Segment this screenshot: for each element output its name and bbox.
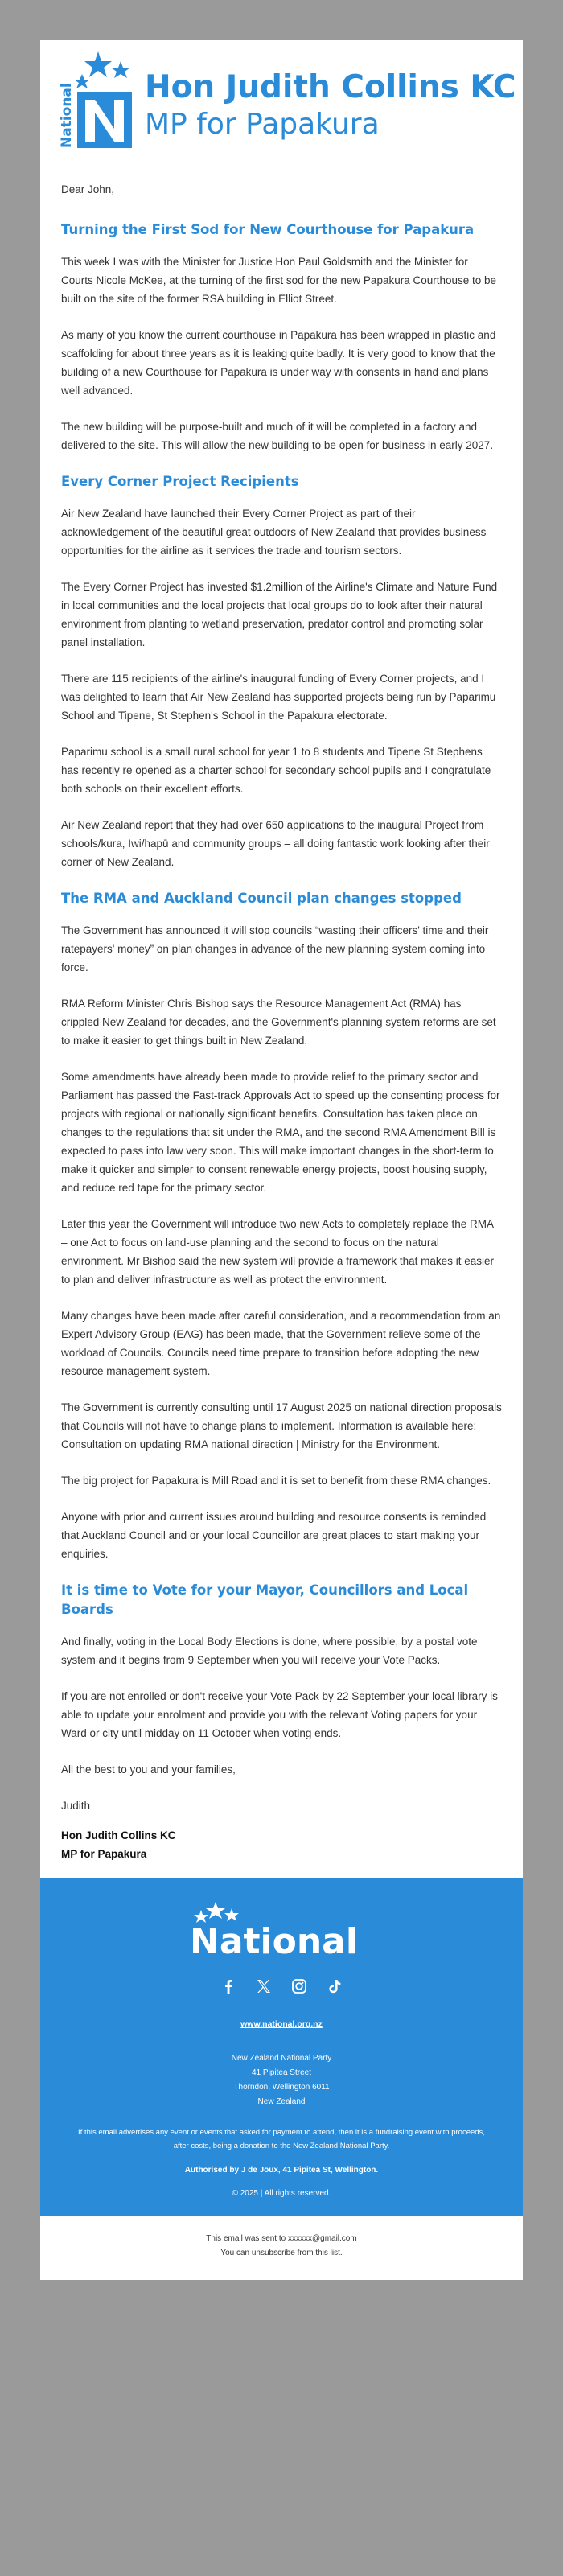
x-icon[interactable] — [255, 1977, 273, 1995]
paragraph: The Every Corner Project has invested $1.2million of the Airline's Climate and Nature Fund in local communities and the local projects that local groups do to look after their natural environment from planting to wetland preservation, predator control and promoting solar panel installation. — [61, 581, 498, 648]
paragraph: Later this year the Government will introduce two new Acts to completely replace the RMA – one Act to focus on land-use planning and the second to focus on the natural environment. Mr Bishop said the new system will provide a framework that makes it easier to plan and deliver infrastructure as well as protect the environment. — [61, 1218, 494, 1286]
unsubscribe-link[interactable]: You can unsubscribe from this list. — [220, 2249, 343, 2257]
subscription-info — [40, 2216, 523, 2280]
signature-role: MP for Papakura — [61, 1848, 147, 1860]
address-line: 41 Pipitea Street — [252, 2068, 311, 2077]
header-subtitle: MP for Papakura — [145, 108, 380, 141]
email-header — [40, 40, 523, 159]
email-container — [40, 40, 523, 2280]
paragraph: The Government has announced it will stop councils “wasting their officers' time and their ratepayers' money” on plan changes in advance of the new planning system coming into force. — [61, 924, 489, 973]
svg-text:National: National — [59, 83, 75, 148]
header-title: Hon Judith Collins KC — [145, 69, 516, 105]
address-line: Thorndon, Wellington 6011 — [233, 2083, 330, 2092]
email-body — [40, 159, 523, 1863]
tiktok-icon[interactable] — [326, 1977, 343, 1995]
paragraph: The new building will be purpose-built and much of it will be completed in a factory and delivered to the site. This will allow the new building to be open for business in early 2027. — [61, 421, 494, 451]
paragraph: The big project for Papakura is Mill Road and it is set to benefit from these RMA changes. — [61, 1475, 491, 1487]
national-party-logo — [50, 50, 135, 153]
greeting: Dear John, — [61, 183, 115, 195]
paragraph: Air New Zealand report that they had over 650 applications to the inaugural Project from schools/kura, Iwi/hapū and community groups – all doing fantastic work looking after their corner of New Zealand. — [61, 819, 490, 868]
facebook-icon[interactable] — [220, 1977, 237, 1995]
section-heading-rma: The RMA and Auckland Council plan changes stopped — [61, 891, 462, 906]
sent-to-notice: This email was sent to xxxxxx@gmail.com — [206, 2234, 357, 2243]
paragraph: Anyone with prior and current issues around building and resource consents is reminded that Auckland Council and or your local Councillor are great places to start making your enquiries. — [61, 1511, 487, 1560]
website-link[interactable]: www.national.org.nz — [240, 2019, 323, 2029]
paragraph: RMA Reform Minister Chris Bishop says the Resource Management Act (RMA) has crippled New Zealand for decades, and the Government's planning system reforms are set to make it easier to get things built in New Zealand. — [61, 998, 496, 1047]
paragraph: The Government is currently consulting until 17 August 2025 on national direction proposals that Councils will not have to change plans to implement. Information is available here: Consultation on updating RMA national direction | Ministry for the Environment. — [61, 1401, 502, 1451]
paragraph: Some amendments have already been made to provide relief to the primary sector and Parliament has passed the Fast-track Approvals Act to speed up the consenting process for projects with regional or nationally significant benefits. Consultation has taken place on changes to the regulations that sit under the RMA, and the second RMA Amendment Bill is expected to pass into law very soon. This will make important changes in the short-term to make it quicker and simpler to consent renewable energy projects, boost housing supply, and reduce red tape for the primary sector. — [61, 1071, 500, 1194]
social-links — [72, 1977, 491, 1995]
paragraph: As many of you know the current courthouse in Papakura has been wrapped in plastic and scaffolding for about three years as it is leaking quite badly. It is very good to know that the building of a new Courthouse for Papakura is under way with consents in hand and plans well advanced. — [61, 329, 496, 397]
email-footer — [40, 1878, 523, 2216]
paragraph: Air New Zealand have launched their Every Corner Project as part of their acknowledgement of the beautiful great outdoors of New Zealand that provides business opportunities for the airline as it services the trade and tourism sectors. — [61, 508, 487, 557]
address-line: New Zealand National Party — [231, 2054, 332, 2063]
paragraph: And finally, voting in the Local Body Elections is done, where possible, by a postal vote system and it begins from 9 September when you will receive your Vote Packs. — [61, 1636, 478, 1666]
signature-name: Hon Judith Collins KC — [61, 1829, 176, 1841]
signoff: Judith — [61, 1800, 91, 1812]
section-heading-every-corner: Every Corner Project Recipients — [61, 474, 299, 489]
national-footer-logo — [185, 1900, 378, 1957]
section-heading-courthouse: Turning the First Sod for New Courthouse for Papakura — [61, 222, 475, 237]
copyright: © 2025 | All rights reserved. — [232, 2189, 331, 2198]
party-address — [72, 2051, 491, 2109]
signature — [61, 1826, 502, 1863]
paragraph: Many changes have been made after careful consideration, and a recommendation from an Expert Advisory Group (EAG) has been made, that the Government relieve some of the workload of Councils. Councils need time prepare to transition before adopting the new resource management system. — [61, 1310, 501, 1377]
instagram-icon[interactable] — [290, 1977, 308, 1995]
section-heading-vote: It is time to Vote for your Mayor, Councillors and Local Boards — [61, 1582, 469, 1617]
address-line: New Zealand — [257, 2097, 306, 2106]
paragraph: Paparimu school is a small rural school for year 1 to 8 students and Tipene St Stephens has recently re opened as a charter school for secondary school pupils and I congratulate both schools on their excellent efforts. — [61, 746, 491, 795]
paragraph: This week I was with the Minister for Justice Hon Paul Goldsmith and the Minister for Courts Nicole McKee, at the turning of the first sod for the new Papakura Courthouse to be built on the site of the former RSA building in Elliot Street. — [61, 256, 497, 305]
paragraph: There are 115 recipients of the airline's inaugural funding of Every Corner projects, and I was delighted to learn that Air New Zealand has supported projects being run by Paparimu School and Tipene, St Stephen's School in the Papakura electorate. — [61, 673, 496, 722]
closing-line: All the best to you and your families, — [61, 1763, 236, 1776]
paragraph: If you are not enrolled or don't receive your Vote Pack by 22 September your local library is able to update your enrolment and provide you with the relevant Voting papers for your Ward or city until midday on 11 October when voting ends. — [61, 1690, 498, 1739]
fundraising-notice: If this email advertises any event or events that asked for payment to attend, then it is a fundraising event with proceeds, after costs, being a donation to the New Zealand National Party. — [78, 2128, 485, 2150]
authorisation-statement: Authorised by J de Joux, 41 Pipitea St, Wellington. — [184, 2166, 379, 2175]
svg-text:National: National — [190, 1921, 358, 1957]
